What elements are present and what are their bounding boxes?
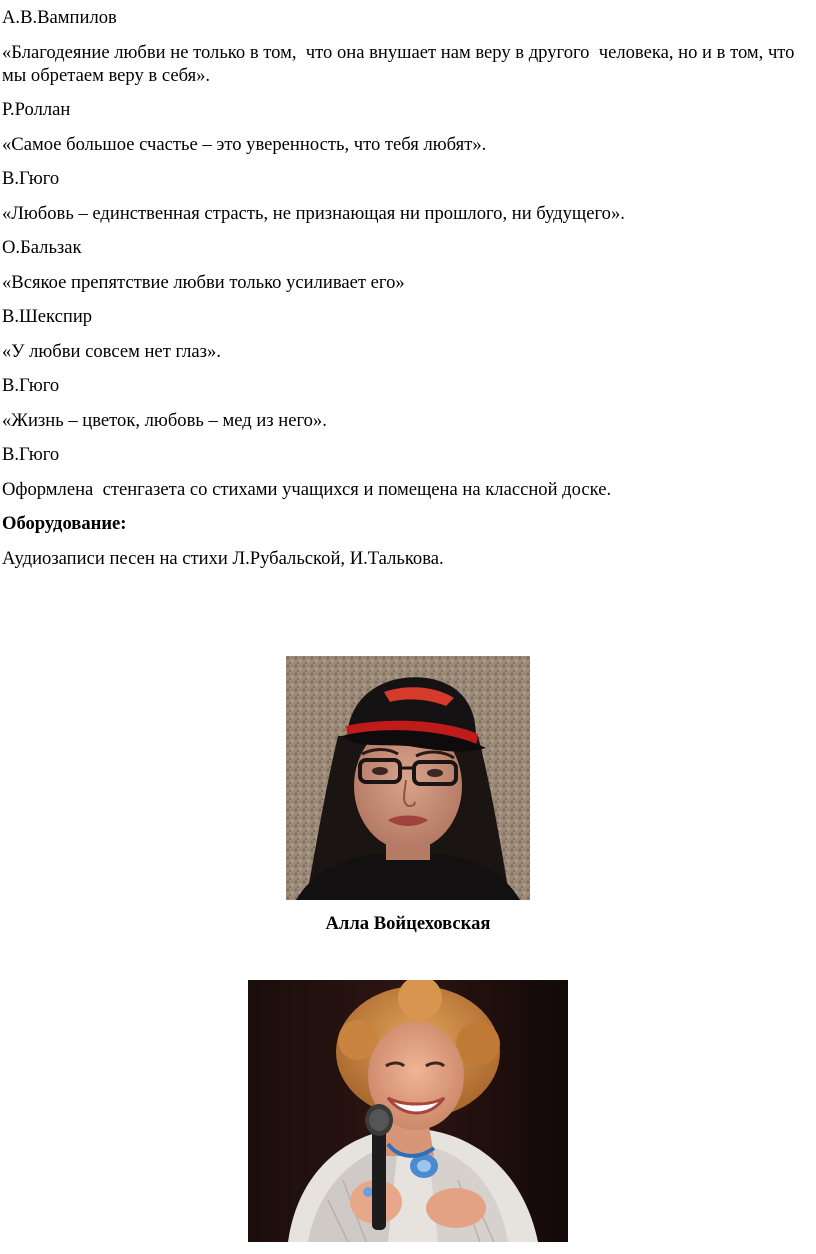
- paragraph-audio-records: Аудиозаписи песен на стихи Л.Рубальской, И.Талькова.: [2, 547, 444, 569]
- paragraph-author-balzac: О.Бальзак: [2, 237, 82, 258]
- portrait-photo-2: [248, 980, 568, 1242]
- paragraph-author-rollan: Р.Роллан: [2, 99, 71, 120]
- paragraph-author-hugo-2: В.Гюго: [2, 375, 60, 396]
- text-body: [2, 6, 808, 581]
- paragraph-quote-hugo-1: «Самое большое счастье – это уверенность, что тебя любят».: [2, 133, 487, 155]
- paragraph-author-hugo-1: В.Гюго: [2, 168, 60, 189]
- paragraph-quote-shakespeare: «Всякое препятствие любви только усиливает его»: [2, 271, 405, 293]
- paragraph-wall-newspaper: Оформлена стенгазета со стихами учащихся и помещена на классной доске.: [2, 478, 612, 500]
- paragraph-quote-hugo-3: «Жизнь – цветок, любовь – мед из него».: [2, 409, 327, 431]
- paragraph-author-shakespeare: В.Шекспир: [2, 306, 93, 327]
- paragraph-quote-hugo-2: «У любви совсем нет глаз».: [2, 340, 221, 362]
- photo-caption: Алла Войцеховская: [325, 913, 491, 934]
- paragraph-quote-balzac: «Любовь – единственная страсть, не признающая ни прошлого, ни будущего».: [2, 202, 625, 224]
- portrait-woman-microphone-image: [248, 980, 568, 1242]
- paragraph-author-vampilov: А.В.Вампилов: [2, 7, 117, 28]
- paragraph-quote-rollan: «Благодеяние любви не только в том, что она внушает нам веру в другого человека, но и в том, что мы обретаем веру в себя».: [2, 41, 800, 86]
- portrait-photo-1: [286, 656, 530, 900]
- heading-equipment: Оборудование:: [2, 513, 127, 534]
- paragraph-author-hugo-3: В.Гюго: [2, 444, 60, 465]
- portrait-woman-cap-image: [286, 656, 530, 900]
